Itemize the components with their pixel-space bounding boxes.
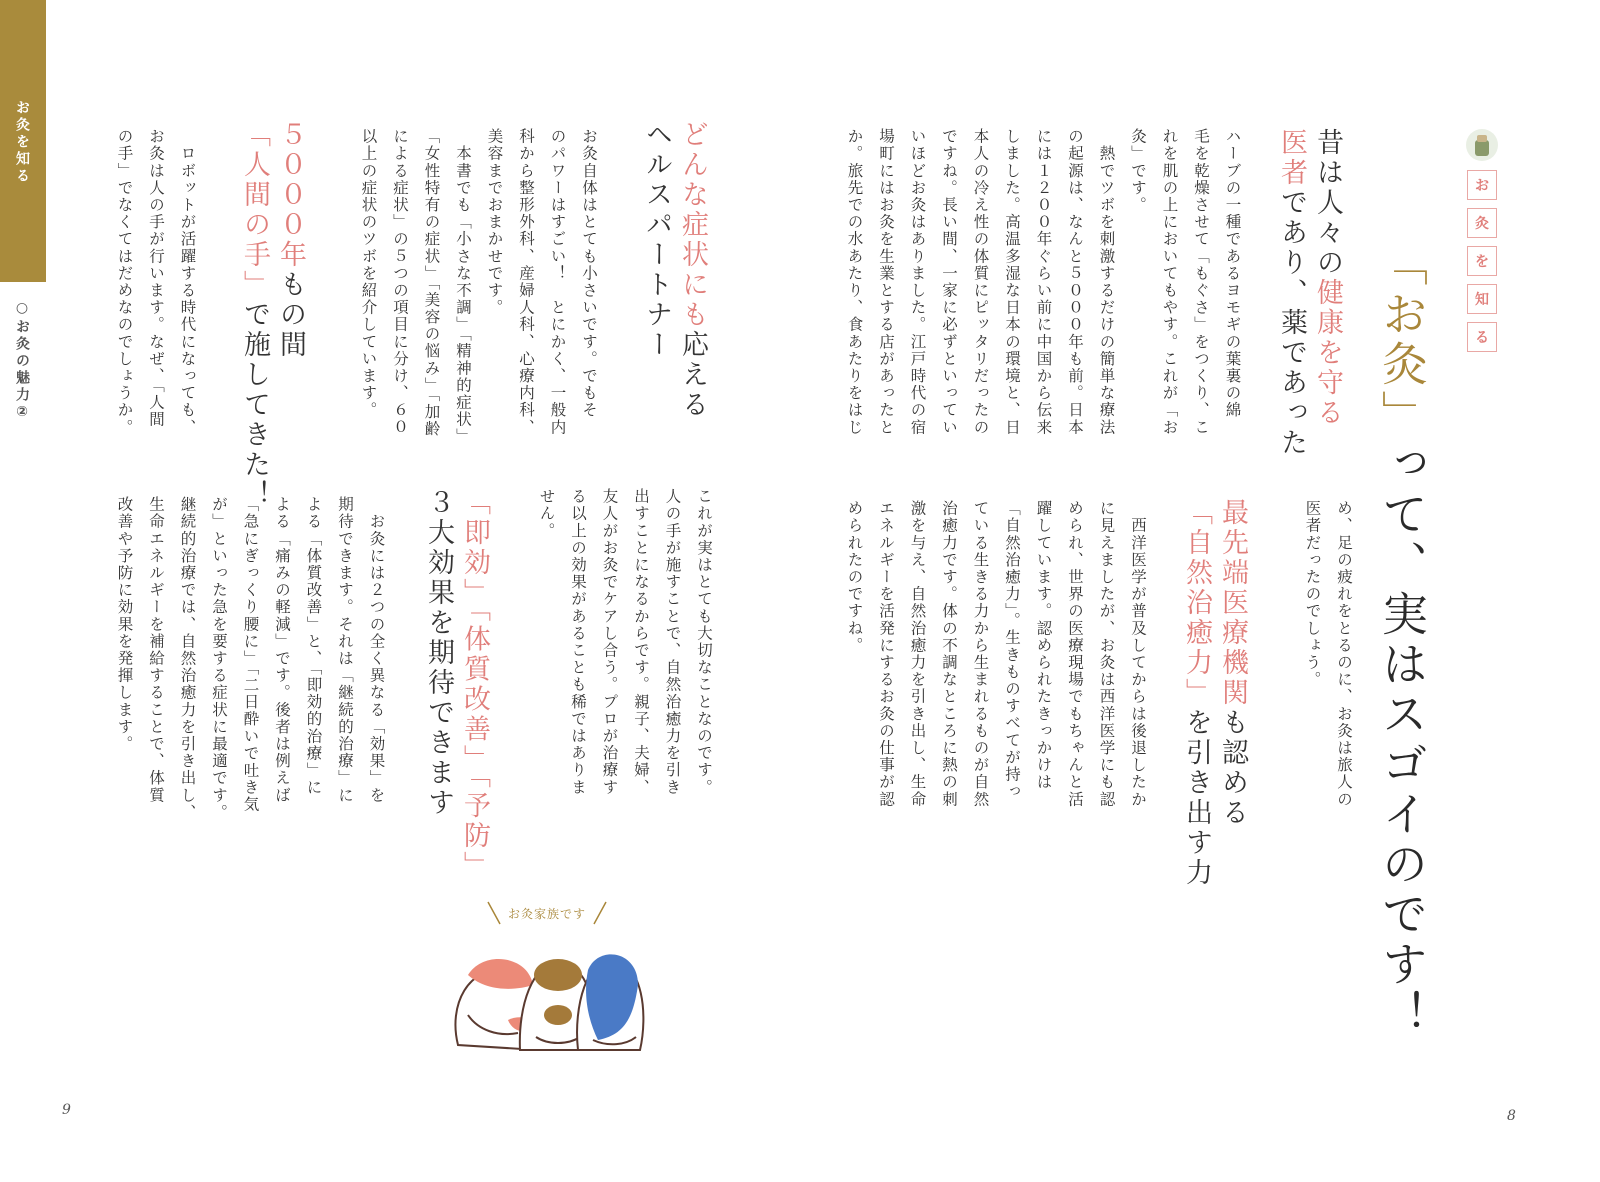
sec3-body: お灸自体はとても小さいです。でもそ のパワーはすごい！ とにかく、一般内 科から整形外科、産婦人科、心療内科、 美容までおまかせです。 本書でも「小さな不調」「精神的症状」 「女性特有の症状」「美容の悩み」「加齢 による症状」の５つの項目に分け、６０ 以上の症状のツボを紹介しています。 <box>359 128 598 446</box>
sec4-body: ロボットが活躍する時代になっても、 お灸は人の手が行います。なぜ、「人間 の手」でなくてはだめなのでしょうか。 <box>115 128 197 436</box>
sec1-heading-l2-hl: 医者 <box>1276 128 1307 188</box>
sec2-heading-l2-hl: 「自然治癒力」 <box>1181 498 1212 708</box>
sec2-heading <box>1178 498 1250 888</box>
badge-wo: を <box>1467 246 1497 276</box>
main-title <box>1372 240 1432 1040</box>
badge-o: お <box>1467 170 1497 200</box>
sec4-heading-l2-hl: 「人間の手」 <box>239 120 270 300</box>
badge-kyu: 灸 <box>1467 208 1497 238</box>
sec2-heading-l2: を引き出す力 <box>1181 708 1212 888</box>
sec1-heading-l2: であり、薬であった <box>1276 188 1307 458</box>
sec5-body: お灸には２つの全く異なる「効果」を 期待できます。それは「継続的治療」に よる「体質改善」と、「即効的治療」に よる「痛みの軽減」です。後者は例えば 「急にぎっくり腰に」「二日酔いで吐き気 が」といった急を要する症状に最適です。 継続的治療では、自然治癒力を引き出し、 生命エネルギーを補給することで、体質 改善や予防に効果を発揮します。 <box>115 496 386 821</box>
sec4-body-continued: これが実はとても大切なことなのです。 人の手が施すことで、自然治癒力を引き 出すことになるからです。親子、夫婦、 友人がお灸でケアし合う。プロが治療す る以上の効果があることも稀ではありま せん。 <box>537 488 713 796</box>
sec3-heading-l1: 応える <box>677 330 708 420</box>
badge-shi: 知 <box>1467 284 1497 314</box>
sec1-body-continued: め、足の疲れをとるのに、お灸は旅人の 医者だったのでしょう。 <box>1303 500 1353 808</box>
sec1-heading-l1-hl: 健康を守る <box>1312 278 1343 428</box>
title-quote-open: 「 <box>1375 240 1429 290</box>
sec4-heading-l2: で施してきた！ <box>239 300 270 510</box>
sec2-heading-l1: も認める <box>1217 708 1248 828</box>
title-quote-close: 」 <box>1375 390 1429 440</box>
section-subtitle: ○お灸の魅力② <box>14 300 30 423</box>
page-number-right: 8 <box>1507 1108 1516 1124</box>
sec2-body: 西洋医学が普及してからは後退したか に見えましたが、お灸は西洋医学にも認 められ、世界の医療現場でもちゃんと活 躍しています。認められたきっかけは 「自然治癒力」。生きものすべてが持っ ている生きる力から生まれるものが自然 治癒力です。体の不調なところに熱の刺 激を与え、自然治癒力を引き出し、生命 エネルギーを活発にするお灸の仕事が認 められたのですね。 <box>845 500 1147 808</box>
moxa-family-illustration <box>448 945 648 1065</box>
sec5-heading <box>420 488 492 881</box>
sec4-heading-l1: もの間 <box>275 270 306 360</box>
sec5-heading-l1-hl: 「即効」「体質改善」「予防」 <box>459 488 490 881</box>
sec3-heading-l1-hl: どんな症状にも <box>677 120 708 330</box>
caption-line-left <box>484 900 504 926</box>
sec4-heading-l1-hl: ５０００年 <box>275 120 306 270</box>
illustration-caption: お灸家族です <box>508 907 587 921</box>
title-rest: って、実はスゴイのです！ <box>1375 440 1429 1040</box>
sec2-heading-l1-hl: 最先端医療機関 <box>1217 498 1248 708</box>
sec3-heading-l2: ヘルスパートナー <box>641 120 672 360</box>
sec1-body: ハーブの一種であるヨモギの葉裏の綿 毛を乾燥させて「もぐさ」をつくり、こ れを肌の上においてもやす。これが「お 灸」です。 熱でツボを刺激するだけの簡単な療法 の起源は、なんと５０００年も前。日本 には１２００年ぐらい前に中国から伝来 しました。高温多湿な日本の環境と、日 本人の冷え性の体質にピッタリだったの ですね。長い間、一家に必ずといってい いほどお灸はありました。江戸時代の宿 場町にはお灸を生業とする店があったと か。旅先での水あたり、食あたりをはじ <box>845 128 1242 436</box>
badge-ru: る <box>1467 322 1497 352</box>
side-tab-label: お灸を知る <box>14 100 30 185</box>
sec1-heading <box>1273 128 1345 458</box>
page-number-left: 9 <box>62 1102 71 1118</box>
title-okyu: お灸 <box>1375 290 1429 390</box>
badge-column <box>1465 170 1501 360</box>
sec3-heading <box>638 120 710 420</box>
moxa-icon <box>1465 128 1499 162</box>
sec5-heading-l2: ３大効果を期待できます <box>423 488 454 818</box>
caption-line-right <box>590 900 610 926</box>
sec4-heading <box>236 120 308 510</box>
side-tab <box>0 0 46 282</box>
sec1-heading-l1: 昔は人々の <box>1312 128 1343 278</box>
